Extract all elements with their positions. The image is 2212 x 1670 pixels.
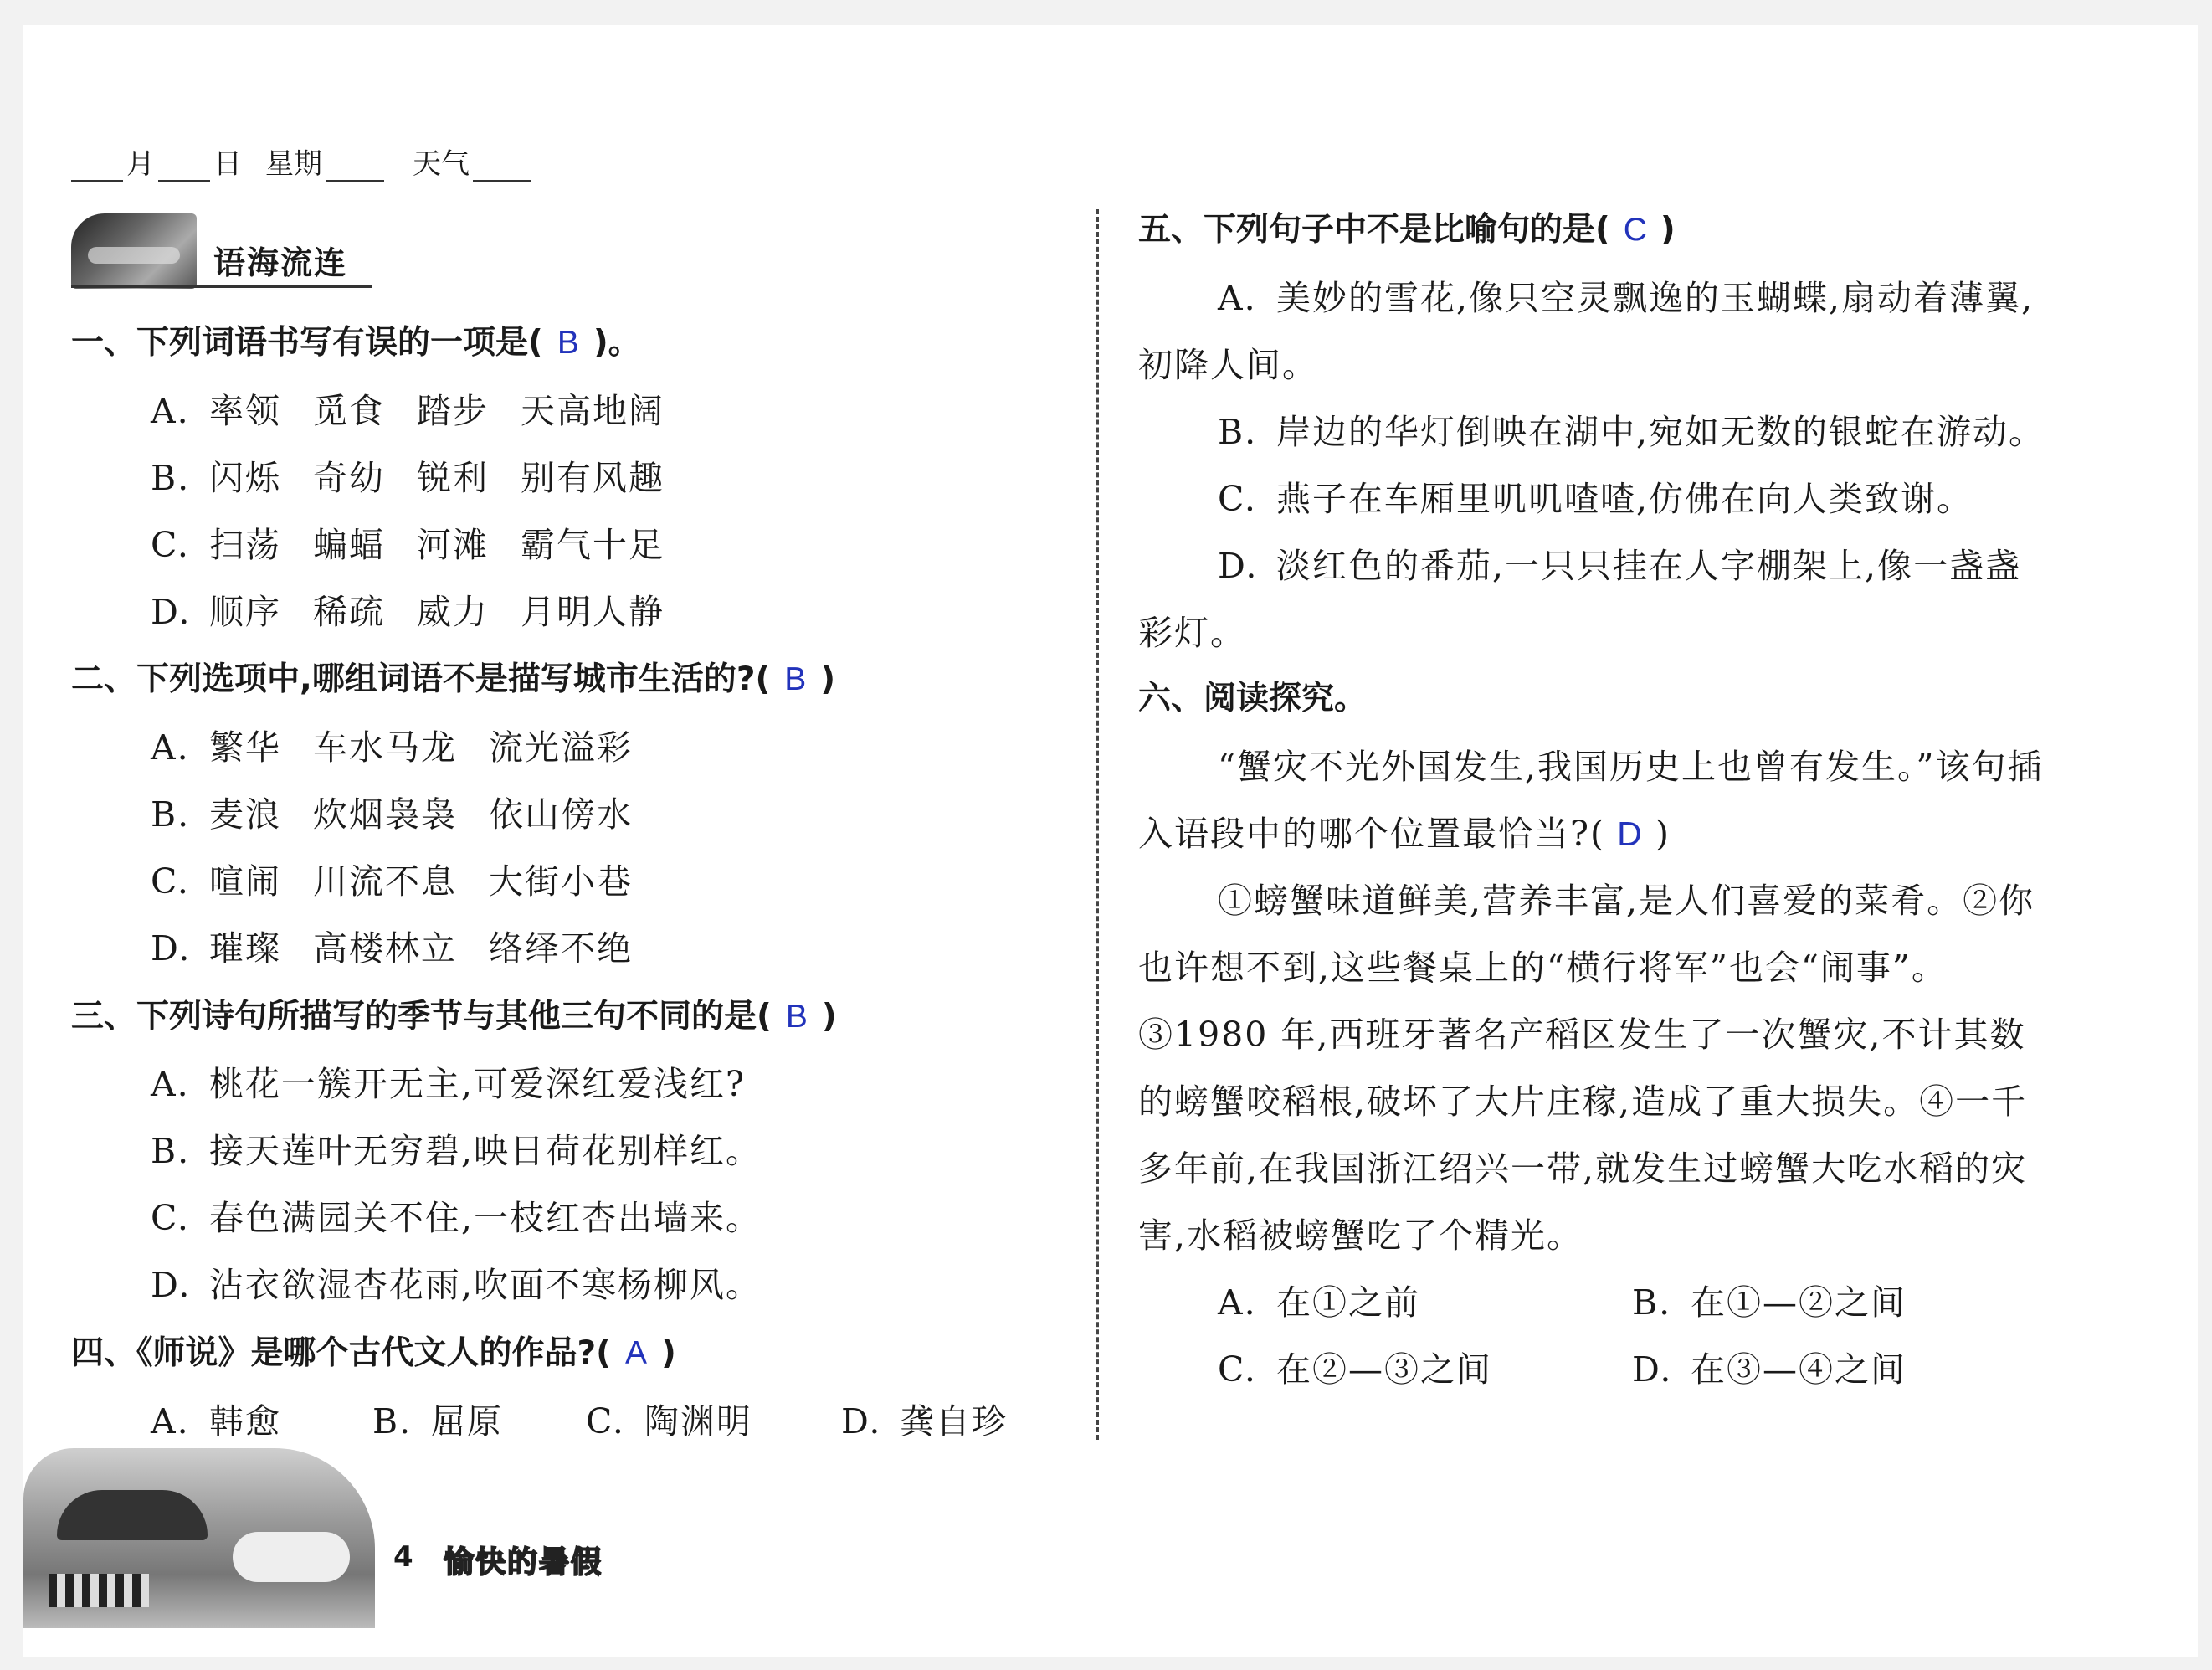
q1-option-b xyxy=(151,450,696,500)
q5-prompt-text: 五、下列句子中不是比喻句的是( xyxy=(1138,211,1610,249)
q6-answer[interactable]: D xyxy=(1617,814,1644,853)
q3-prompt-text: 三、下列诗句所描写的季节与其他三句不同的是( xyxy=(71,998,772,1035)
q6-prompt-text: 六、阅读探究。 xyxy=(1138,680,1368,717)
day-blank[interactable] xyxy=(158,155,210,182)
page-number: 4 xyxy=(393,1540,413,1574)
q5-answer[interactable]: C xyxy=(1623,212,1647,248)
q6-option-c xyxy=(1218,1342,1492,1391)
month-blank[interactable] xyxy=(71,155,123,182)
q6-stem-end: ) xyxy=(1655,814,1671,854)
q5-option-b xyxy=(1218,404,2045,454)
option-word: 川流不息 xyxy=(313,861,457,902)
q6-passage-line: 也许想不到,这些餐桌上的“横行将军”也会“闹事”。 xyxy=(1138,948,1948,988)
option-word: 繁华 xyxy=(209,727,281,768)
option-text: 桃花一簇开无主,可爱深红爱浅红? xyxy=(209,1064,747,1104)
option-letter: D. xyxy=(1632,1349,1673,1390)
q6-stem-line1: “蟹灾不光外国发生,我国历史上也曾有发生。”该句插 xyxy=(1218,747,2044,787)
q2-answer[interactable]: B xyxy=(784,661,807,697)
option-letter: B. xyxy=(151,458,191,498)
option-word: 稀疏 xyxy=(313,592,385,632)
q4-option-b xyxy=(372,1394,503,1443)
q4-prompt xyxy=(71,1327,676,1374)
option-word: 扫荡 xyxy=(209,525,281,565)
option-letter: D. xyxy=(151,928,192,969)
option-word: 喧闹 xyxy=(209,861,281,902)
option-text-continued: 初降人间。 xyxy=(1138,345,1318,385)
option-word: 车水马龙 xyxy=(313,727,457,768)
option-word: 大街小巷 xyxy=(489,861,633,902)
cloud-icon xyxy=(233,1532,350,1582)
option-letter: D. xyxy=(151,1265,192,1305)
option-letter: C. xyxy=(1218,479,1257,519)
q2-prompt-text: 二、下列选项中,哪组词语不是描写城市生活的?( xyxy=(71,660,771,698)
option-text: 在①—②之间 xyxy=(1691,1282,1907,1323)
q1-prompt-end: )。 xyxy=(593,324,641,362)
option-word: 霸气十足 xyxy=(521,525,665,565)
section-title-banner xyxy=(71,213,372,289)
q3-option-d xyxy=(151,1257,762,1307)
q6-passage-line: 多年前,在我国浙江绍兴一带,就发生过螃蟹大吃水稻的灾 xyxy=(1138,1148,2028,1189)
q3-prompt xyxy=(71,990,837,1037)
option-text: 龚自珍 xyxy=(900,1401,1008,1441)
q2-prompt xyxy=(71,653,835,700)
q5-prompt-end: ) xyxy=(1660,211,1676,249)
section-banner-image xyxy=(71,213,197,289)
option-word: 蝙蝠 xyxy=(313,525,385,565)
option-text: 接天莲叶无穷碧,映日荷花别样红。 xyxy=(209,1131,762,1171)
option-letter: B. xyxy=(372,1401,413,1441)
option-letter: A. xyxy=(1218,1282,1257,1323)
q3-prompt-end: ) xyxy=(821,998,837,1035)
date-weather-line xyxy=(71,141,531,182)
section-title: 语海流连 xyxy=(213,244,348,281)
option-word: 率领 xyxy=(209,391,281,431)
beach-chair-icon xyxy=(49,1574,149,1607)
option-letter: B. xyxy=(1632,1282,1672,1323)
beach-illustration xyxy=(23,1448,375,1628)
weekday-blank[interactable] xyxy=(326,155,384,182)
option-text: 岸边的华灯倒映在湖中,宛如无数的银蛇在游动。 xyxy=(1276,412,2045,452)
q1-option-c xyxy=(151,517,696,567)
option-letter: A. xyxy=(1218,278,1257,318)
q6-option-d xyxy=(1632,1342,1907,1391)
option-text: 沾衣欲湿杏花雨,吹面不寒杨柳风。 xyxy=(209,1265,762,1305)
option-word: 络绎不绝 xyxy=(489,928,633,969)
option-letter: A. xyxy=(151,1401,190,1441)
section-underline xyxy=(71,285,372,288)
option-letter: C. xyxy=(586,1401,625,1441)
q6-passage-line: ①螃蟹味道鲜美,营养丰富,是人们喜爱的菜肴。②你 xyxy=(1218,881,2035,921)
q6-passage-line: 的螃蟹咬稻根,破坏了大片庄稼,造成了重大损失。④一千 xyxy=(1138,1082,2028,1122)
option-text: 春色满园关不住,一枝红杏出墙来。 xyxy=(209,1198,762,1238)
weather-label: 天气 xyxy=(413,147,470,181)
option-word: 奇幼 xyxy=(313,458,385,498)
q1-option-a xyxy=(151,383,696,433)
option-text: 陶渊明 xyxy=(644,1401,752,1441)
option-word: 闪烁 xyxy=(209,458,281,498)
option-word: 月明人静 xyxy=(521,592,665,632)
q6-stem-text: 入语段中的哪个位置最恰当?( xyxy=(1138,814,1605,854)
option-text-continued: 彩灯。 xyxy=(1138,613,1246,653)
q4-prompt-end: ) xyxy=(660,1334,676,1372)
option-word: 炊烟袅袅 xyxy=(313,794,457,835)
q1-answer[interactable]: B xyxy=(557,325,579,361)
option-text: 淡红色的番茄,一只只挂在人字棚架上,像一盏盏 xyxy=(1276,546,2022,586)
q6-passage-line: ③1980 年,西班牙著名产稻区发生了一次蟹灾,不计其数 xyxy=(1138,1015,2026,1055)
q3-answer[interactable]: B xyxy=(785,999,808,1035)
weather-blank[interactable] xyxy=(473,155,531,182)
option-text: 在①之前 xyxy=(1276,1282,1420,1323)
q6-passage-line: 害,水稻被螃蟹吃了个精光。 xyxy=(1138,1215,1583,1256)
option-letter: D. xyxy=(151,592,192,632)
q5-option-a xyxy=(1218,270,2034,320)
option-word: 锐利 xyxy=(417,458,489,498)
q4-option-a xyxy=(151,1394,281,1443)
q6-prompt xyxy=(1138,672,1367,719)
option-letter: D. xyxy=(1218,546,1259,586)
q2-option-c xyxy=(151,854,665,903)
q1-prompt-text: 一、下列词语书写有误的一项是( xyxy=(71,324,543,362)
q1-option-d xyxy=(151,584,696,634)
q4-answer[interactable]: A xyxy=(624,1335,647,1371)
q4-option-c xyxy=(586,1394,752,1443)
option-letter: A. xyxy=(151,391,190,431)
q5-option-d-cont xyxy=(1138,605,1246,655)
option-letter: C. xyxy=(151,861,190,902)
q6-option-b xyxy=(1632,1275,1907,1324)
option-letter: B. xyxy=(1218,412,1258,452)
option-letter: D. xyxy=(841,1401,882,1441)
q1-prompt xyxy=(71,316,641,363)
q3-option-c xyxy=(151,1190,762,1240)
option-letter: C. xyxy=(1218,1349,1257,1390)
q6-stem-line2 xyxy=(1138,806,1671,856)
month-label: 月 xyxy=(126,147,155,181)
option-word: 觅食 xyxy=(313,391,385,431)
q2-prompt-end: ) xyxy=(820,660,836,698)
option-letter: A. xyxy=(151,1064,190,1104)
option-letter: B. xyxy=(151,1131,191,1171)
option-word: 高楼林立 xyxy=(313,928,457,969)
footer-brand-title: 愉快的暑假 xyxy=(444,1545,603,1580)
umbrella-icon xyxy=(57,1490,208,1540)
option-word: 别有风趣 xyxy=(521,458,665,498)
q3-option-a xyxy=(151,1056,746,1106)
option-word: 流光溢彩 xyxy=(489,727,633,768)
q5-prompt xyxy=(1138,203,1676,250)
q4-option-d xyxy=(841,1394,1008,1443)
option-text: 美妙的雪花,像只空灵飘逸的玉蝴蝶,扇动着薄翼, xyxy=(1276,278,2035,318)
q3-option-b xyxy=(151,1123,762,1173)
q2-option-d xyxy=(151,921,665,970)
column-divider xyxy=(1096,209,1099,1440)
option-text: 屈原 xyxy=(431,1401,503,1441)
option-word: 麦浪 xyxy=(209,794,281,835)
option-word: 威力 xyxy=(417,592,489,632)
option-word: 踏步 xyxy=(417,391,489,431)
option-letter: C. xyxy=(151,1198,190,1238)
q6-option-a xyxy=(1218,1275,1420,1324)
option-letter: A. xyxy=(151,727,190,768)
option-word: 河滩 xyxy=(417,525,489,565)
option-letter: B. xyxy=(151,794,191,835)
q2-option-b xyxy=(151,787,665,836)
option-word: 璀璨 xyxy=(209,928,281,969)
option-text: 韩愈 xyxy=(209,1401,281,1441)
option-text: 在③—④之间 xyxy=(1691,1349,1907,1390)
weekday-label: 星期 xyxy=(265,147,322,181)
q4-prompt-text: 四、《师说》是哪个古代文人的作品?( xyxy=(71,1334,611,1372)
option-text: 燕子在车厢里叽叽喳喳,仿佛在向人类致谢。 xyxy=(1276,479,1973,519)
option-word: 天高地阔 xyxy=(521,391,665,431)
q5-option-d xyxy=(1218,538,2021,588)
q2-option-a xyxy=(151,720,665,769)
option-text: 在②—③之间 xyxy=(1276,1349,1492,1390)
option-word: 依山傍水 xyxy=(489,794,633,835)
option-letter: C. xyxy=(151,525,190,565)
q5-option-c xyxy=(1218,471,1973,521)
day-label: 日 xyxy=(213,147,242,181)
q5-option-a-cont xyxy=(1138,337,1318,387)
option-word: 顺序 xyxy=(209,592,281,632)
